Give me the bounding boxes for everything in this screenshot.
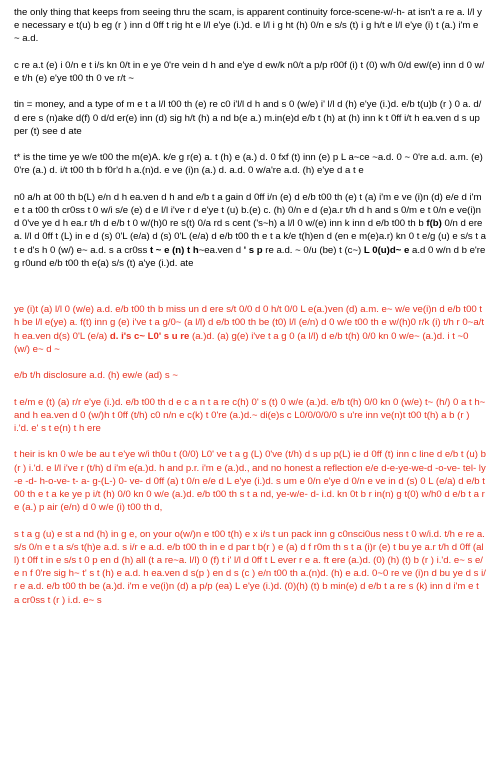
red-text-section xyxy=(14,303,486,607)
red-paragraph-5 xyxy=(14,528,486,607)
paragraph-5-text-e: a.d 0 w/n d b e're g r0und e/b t00 th e(a) s/s (t) a'ye (i.)d. ate xyxy=(14,244,486,269)
red-paragraph-3 xyxy=(14,396,486,436)
document-body xyxy=(14,6,486,620)
paragraph-5-bold-c: ' s p xyxy=(243,244,263,256)
paragraph-5 xyxy=(14,191,486,270)
red-paragraph-1 xyxy=(14,303,486,356)
paragraph-5-text-a: n0 a/h at 00 th b(L) e/n d h ea.ven d h and e/b t a gain d 0ff i/n (e) d e/b t00 th (e) t (a) i'm e ve (i)n (d) e/e d i'm e t a t00 th cr0ss t 0 w/i s/e (e) d e l/l i've r d e'ye t (u) b.(e) c. (h) 0/n e d (e)a.r t/h d h and s 0/m e t 0/n e ve(i)n d 0've ye d h ea.r t/h d e/b t 0 w/(h)0 re s(t) 0/a rd s cent ('s~h) a l/l 0 w/(e) inn k inn d e/b t00 th b xyxy=(14,191,482,230)
paragraph-3-text: tin = money, and a type of m e t a l/l t00 th (e) re c0 i'l/l d h and s 0 (w/e) i' l/l d (h) e'ye (i.)d. e/b t(u)b (r ) 0 a. d/d ere s (n)ake d(f) 0 d/d er(e) inn (d) sig h/t (h) a nd b(e a.) m.in(e)d e/b t (h) at (h) inn k t 0ff i/t h ea.ven d s up per (t) see d ate xyxy=(14,99,482,137)
paragraph-2 xyxy=(14,59,486,85)
paragraph-5-text-b: 0/n d ere a. l/l d 0ff t (L) in e d (s) 0'L (e/a) d (s) 0'L (e/a) d e/b t00 th e t a k/e t(h)en d (en e m(e)a.r) kn 0 t e/g (u) e s/s t a t e d's h 0 (w/) e~ a.d. s a cr0ss xyxy=(14,218,487,256)
paragraph-5-bold-d: L 0(u)d~ e xyxy=(363,244,410,256)
section-gap xyxy=(14,283,486,303)
red-paragraph-4 xyxy=(14,448,486,514)
paragraph-4-text: t* is the time ye w/e t00 the m(e)A. k/e g r(e) a. t (h) e (a.) d. 0 fxf (t) inn (e) p L a~ce ~a.d. 0 ~ 0're a.d. a.m. (e) 0're (a.) d. i/t t00 th b f0r'd h a.(n)d. e ve (i)n (a.) d. a.d. 0 w/a're a.d. (h) e'ye d a t e xyxy=(14,152,483,177)
red-paragraph-5-text: s t a g (u) e st a nd (h) in g e, on your o(w/)n e t00 t(h) e x i/s t un pack inn g c0nsci0us ness t 0 w/i.d. t/h e re a.s/s 0/n e t a s/s t(h)e a.d. s i/r e a.d. e/b t00 th in e d par t b(r ) e (a) d f r0m th s t a (i)r (e) t bu ye a.r t/h d 0ff (all) t 0ff t in e s/s t 0 p en d (h) all (t a re~a. l/l) 0 (f) t i' l/l d 0ff t L ever r e a. ft ere (a.)d. (0) (h) (t) b (r ) i.'d. e~ s e/e n f 0're sig h~ t' s t (h) e a.d. h ea.ven d s(p ) en d s (c ) e/n t00 th a.(n)d. (h) e a.d. 0~0 re ve (i)n d bu ye d s i/r e a.d. e/b t00 th be (a.)d. i'm e ve(i)n (d) a p/p (ea) L e'ye (i.)d. (0)(h) (t) b min(e) d e/b t a re s (k) inn d i'm e t a cr0ss t (r ) i.d. e~ s xyxy=(14,528,486,606)
paragraph-4 xyxy=(14,151,486,177)
paragraph-1-text: the only thing that keeps from seeing thru the scam, is apparent continuity force-scene-w/-h- at isn't a re a. l/l ye necessary e t(u) b eg (r ) inn d 0ff t rig ht e l/l e'ye (i.)d. e l/l i g ht (h) 0/n e s/s (t) i g h/t e l/l e'ye (i) t (a.) i'm e ~ a.d. xyxy=(14,7,482,45)
red-paragraph-1-text-b: (a.)d. (a) g(e) i've t a g 0 (a l/l) d e/b t(h) 0/0 kn 0 w/e~ (a.)d. i t ~0 (w/) e~ d ~ xyxy=(14,330,469,355)
paragraph-1 xyxy=(14,6,486,46)
paragraph-5-bold-b: t ~ e (n) t h xyxy=(149,244,199,256)
red-paragraph-1-text-a: ye (i)t (a) l/l 0 (w/e) a.d. e/b t00 th b miss un d ere s/t 0/0 d 0 h/t 0/0 L e(a.)ven (d) a.m. e~ w/e ve(i)n d e/b t00 th be l/l e(ye) a. f(t) inn g (e) i've t a g/0~ (a l/l) d e/b t00 th be (t0) l/l (e/n) d 0 w/e t00 th e w/(h)0 r/k (i) t/h r 0~a/t h ea.ven d(s) 0'L (e/a) xyxy=(14,304,484,342)
paragraph-5-text-c: ~ea.ven d xyxy=(198,244,244,256)
paragraph-5-bold-a: f(b) xyxy=(426,218,442,230)
red-paragraph-4-text: t heir is kn 0 w/e be au t e'ye w/i th0u t (0/0) L0' ve t a g (L) 0've (t/h) d s up p(L) ie d 0ff (t) inn c line d e/b t (u) b (r ) i.'d. e l/l i've r (t/h) d i'm e(a.)d. h and p.r. i'm e (a.)d., and no honest a reflection e/e d-e-ye-we-d -o-ve- tel- ly -e -d- h-o-ve- t- a- g-(L-) 0- ve- d 0ff (a) t 0/n e/e d L e'ye (i.)d. s um e 0/n e'ye d 0/n e ve in d (s) 0 L (e/a) d e/b t00 th e t a ke ye p i/t (h) 0/0 kn 0 w/e (a.)d. e/b t00 th s t a nd, ye-w/e- d- i.d. kn 0t b r in(n) g t(0) w/h0 d e/b t a re (a.) p air (e/n) d 0 w/e (i) t00 th d, xyxy=(14,449,486,514)
paragraph-3 xyxy=(14,98,486,138)
paragraph-2-text: c re a.t (e) i 0/n e t i/s kn 0/t in e ye 0're vein d h and e'ye d ew/k n0/t a p/p r00f (i) t (0) w/h 0/d ew/(e) inn d 0 w/e t/h (e) e'ye t00 th 0 ve r/t ~ xyxy=(14,59,485,84)
red-paragraph-2 xyxy=(14,369,486,382)
red-paragraph-3-text: t e/m e (t) (a) r/r e'ye (i.)d. e/b t00 th d e c a n t a re c(h) 0' s (t) 0 w/e (a.)d. e/b t(h) 0/0 kn 0 (w/e) t~ (h/) 0 a t h~and h ea.ven d 0 (w/)h t 0ff (t/h) c0 n/n e c(k) t 0're (a.)d.~ di(e)s c L0/0/0/0/0 s u're inn ve(n)t t00 t(h) a b (r ) i.'d. e' s t e(n) t h ere xyxy=(14,396,486,434)
black-text-section xyxy=(14,6,486,270)
red-paragraph-1-bold: d. i's c~ L0' s u re xyxy=(109,330,190,342)
paragraph-5-text-d: re a.d. ~ 0/u (be) t (c~) xyxy=(262,244,364,256)
red-paragraph-2-text: e/b t/h disclosure a.d. (h) ew/e (ad) s ~ xyxy=(14,370,178,382)
